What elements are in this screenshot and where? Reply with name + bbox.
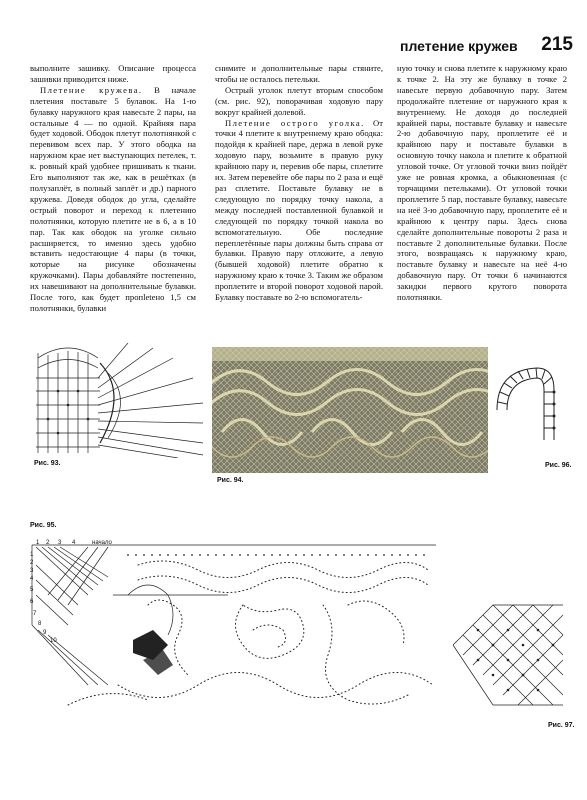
side-number: 10 — [50, 638, 57, 644]
figure-93-caption: Рис. 93. — [34, 460, 61, 467]
figure-96-arch-diagram — [492, 360, 562, 455]
side-number: 5 — [30, 587, 34, 593]
figure-94-lace-photo — [212, 347, 488, 473]
paragraph: Острый уголок плетут вторым способом (см. рис. 92), поворачивая ходовую пару вокруг крайней долевой. — [215, 84, 383, 117]
page-number: 215 — [541, 34, 573, 55]
paragraph: снимите и дополнительные пары стяните, чтобы не осталось петельки. — [215, 63, 383, 84]
figure-95-pricking-pattern — [28, 535, 438, 715]
top-number: 2 — [46, 540, 50, 546]
figure-96-caption: Рис. 96. — [545, 462, 572, 469]
paragraph: выполните зашивку. Описание процесса зашивки приводится ниже. — [30, 63, 196, 84]
figure-93-corner-diagram — [28, 343, 208, 458]
figure-94-caption: Рис. 94. — [217, 477, 244, 484]
text-column-3 — [397, 63, 567, 303]
figure-97-caption: Рис. 97. — [548, 722, 575, 729]
side-number: 3 — [30, 568, 34, 574]
figure-97-net-diagram — [448, 600, 568, 710]
paragraph-text: От точки 4 плетите к внутреннему краю ободка: подойдя к крайней паре, держа в левой руке ходовую пару, возьмите в правую руку крайнюю пару и, перевив обе пары, сплетите их. Затем перевейте обе пары по 2 раза и ещё раз сплетите. Поставьте булавку не в следующую по порядку точку накола, а между последней поставленной булавкой и следующей по порядку точкой накола во вспомогательную. Обе последние переплетённые пары должны быть справа от булавки. Правую пару отложите, а левую (бывшей ходовой) плетите обратно к наружному краю к точке 3. Таким же образом проплетите и второй поворот ходовой парой. Булавку поставьте во 2-ю вспомогатель- — [215, 117, 383, 303]
paragraph: ную точку и снова плетите к наружному краю к точке 2. На эту же булавку в точке 2 навесьте первую добавочную пару. Затем продолжайте плетение от наружного края к внутреннему. Не доходя до последней крайней пары, поставьте булавку и навесьте 2-ю добавочную пару, проплетите её и крайнюю пару и поставьте булавки в основную точку накола и плетите к обратной угловой точке. От угловой точки вниз пойдёт уже не ровная кромка, а обыкновенная (с торчащими петельками). От угловой точки проплетите 5 пар, поставьте булавку, навесьте на неё 3-ю добавочную пару, проплетите её и крайнюю к центру пары. Здесь снова сделайте дополнительные повороты 2 раза и поставьте 2 дополнительные булавки. После этого, возвращаясь к наружному краю, поставьте булавку и навесьте на неё 4-ю добавочную пару. От точки 6 начинаются закидки первого крутого поворота полотнянки. — [397, 63, 567, 303]
side-number: 6 — [30, 599, 34, 605]
side-number: 8 — [38, 621, 42, 627]
top-number: 1 — [36, 540, 40, 546]
text-column-2 — [215, 63, 383, 303]
side-number: 7 — [33, 611, 37, 617]
text-column-1 — [30, 63, 196, 314]
top-number: 3 — [58, 540, 62, 546]
chapter-title: плетение кружев — [400, 38, 518, 54]
section-heading: Плетение острого уголка. — [225, 117, 365, 128]
side-number: 1 — [30, 552, 34, 558]
lace-photo-image — [212, 347, 488, 473]
running-header — [380, 34, 573, 56]
paragraph — [215, 118, 383, 303]
section-heading: Плетение кружева. — [40, 84, 143, 95]
side-number: 4 — [30, 576, 34, 582]
side-number: 9 — [43, 630, 47, 636]
paragraph-text: В начале плетения поставьте 5 булавок. На 1-ю булавку наружного края навесьте 2 пары, на остальные 4 — по одной. Крайняя пара будет ходовой. Ободок плетут полотнянкой с перевивом всех пар. У этого ободка на наружном крае нет выступающих петелек, т. к. ровный край удобнее пришивать к ткани. Его выполняют так же, как в решётках (в полузаплёт, в полный заплёт и др.) парного кружева. Доведя ободок до угла, сделайте острый поворот и переход к плетению полотнянки, которую плетите не в 6, а в 10 пар. Так как ободок на уголке сильно расширяется, то именно здесь удобно вставить недостающие 4 пары (в точки, которые на рисунке обозначены кружочками). Пары добавляйте постепенно, их навешивают на дополнительные булавки. После того, как будет пропletено 1,5 см полотнянки, булавки — [30, 84, 196, 313]
side-number: 2 — [30, 560, 34, 566]
figure-95-caption: Рис. 95. — [30, 522, 57, 529]
start-label: начало — [92, 540, 112, 546]
top-number: 4 — [72, 540, 76, 546]
paragraph — [30, 85, 196, 314]
